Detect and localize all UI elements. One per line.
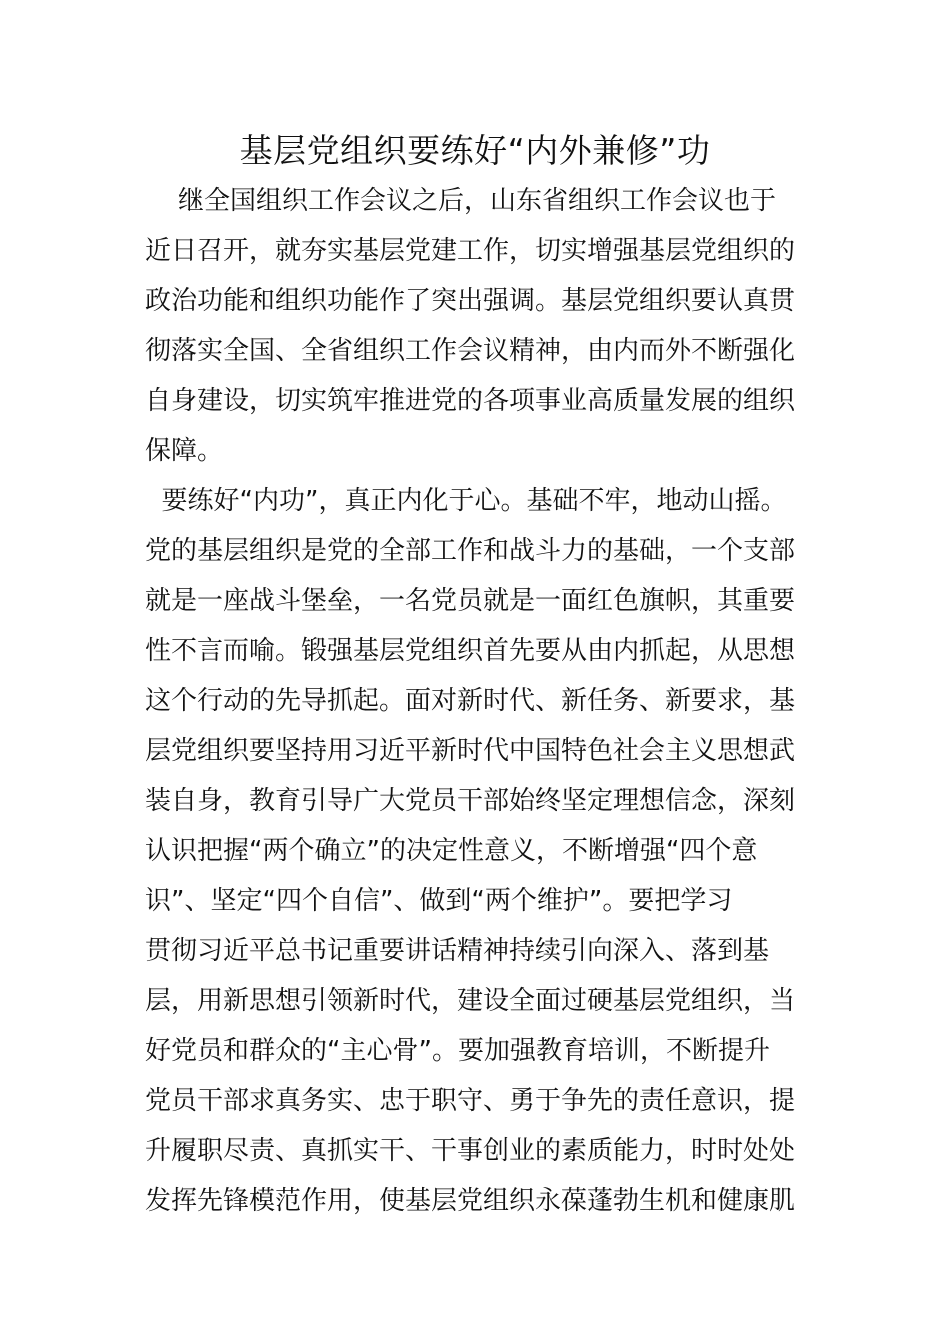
paragraph-line: 要练好“内功”，真正内化于心。基础不牢，地动山摇。 [145,486,787,516]
paragraph-line: 性不言而喻。锻强基层党组织首先要从由内抓起，从思想 [145,636,796,666]
paragraph-line: 自身建设，切实筑牢推进党的各项事业高质量发展的组织 [145,386,796,416]
paragraph-line: 近日召开，就夯实基层党建工作，切实增强基层党组织的 [145,236,796,266]
paragraph-line: 装自身，教育引导广大党员干部始终坚定理想信念，深刻 [145,786,796,816]
paragraph-line: 党的基层组织是党的全部工作和战斗力的基础，一个支部 [145,536,796,566]
paragraph-2 [145,476,810,1226]
paragraph-line: 好党员和群众的“主心骨”。要加强教育培训，不断提升 [145,1036,770,1066]
paragraph-line: 升履职尽责、真抓实干、干事创业的素质能力，时时处处 [145,1136,796,1166]
document-title: 基层党组织要练好“内外兼修”功 [239,131,711,170]
paragraph-line: 层党组织要坚持用习近平新时代中国特色社会主义思想武 [145,736,796,766]
paragraph-line: 党员干部求真务实、忠于职守、勇于争先的责任意识，提 [145,1086,796,1116]
paragraph-line: 这个行动的先导抓起。面对新时代、新任务、新要求，基 [145,686,796,716]
paragraph-line: 识”、坚定“四个自信”、做到“两个维护”。要把学习 [145,886,733,916]
paragraph-line: 政治功能和组织功能作了突出强调。基层党组织要认真贯 [145,286,796,316]
paragraph-line: 发挥先锋模范作用，使基层党组织永葆蓬勃生机和健康肌 [145,1186,796,1216]
paragraph-line: 彻落实全国、全省组织工作会议精神，由内而外不断强化 [145,336,796,366]
paragraph-line: 贯彻习近平总书记重要讲话精神持续引向深入、落到基 [145,936,770,966]
paragraph-line: 层，用新思想引领新时代，建设全面过硬基层党组织，当 [145,986,796,1016]
paragraph-line: 保障。 [145,436,224,466]
paragraph-line: 继全国组织工作会议之后，山东省组织工作会议也于 [145,186,777,216]
paragraph-line: 就是一座战斗堡垒，一名党员就是一面红色旗帜，其重要 [145,586,796,616]
paragraph-line: 认识把握“两个确立”的决定性意义，不断增强“四个意 [145,836,758,866]
paragraph-1 [145,176,810,476]
